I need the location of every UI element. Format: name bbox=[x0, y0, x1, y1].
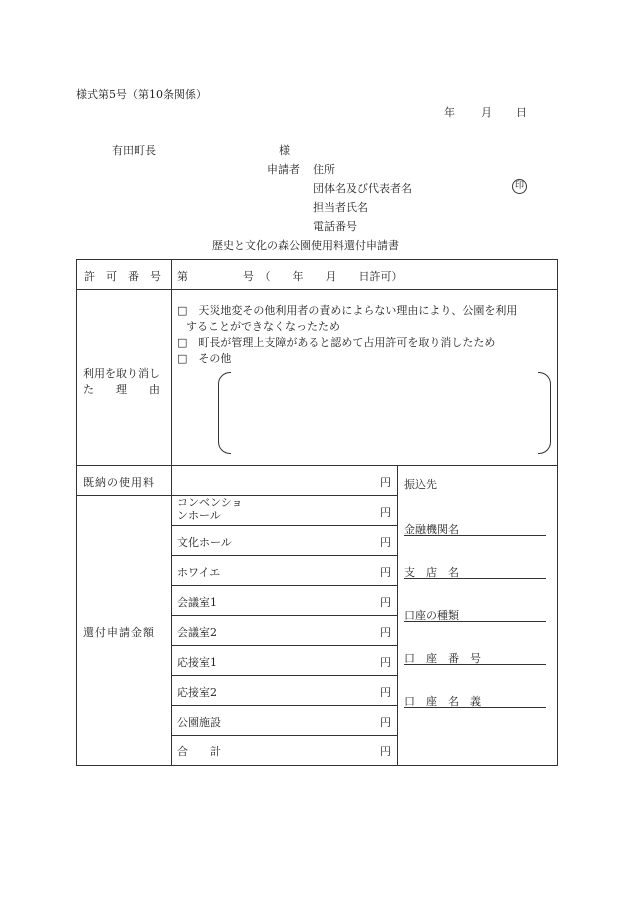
refund-item-yen: 円 bbox=[380, 506, 391, 519]
reason-option-3[interactable]: □ その他 bbox=[177, 352, 232, 365]
refund-item-label: 会議室1 bbox=[177, 596, 217, 609]
addressee-honorific: 様 bbox=[279, 144, 290, 157]
refund-item-yen: 円 bbox=[380, 626, 391, 639]
refund-item-label: 応接室2 bbox=[177, 686, 217, 699]
applicant-org: 団体名及び代表者名 bbox=[313, 182, 412, 195]
reason-label-2: た 理 由 bbox=[83, 383, 160, 396]
refund-item-label: 文化ホール bbox=[177, 536, 232, 549]
refund-total-label: 合 計 bbox=[177, 745, 221, 758]
form-number: 様式第5号（第10条関係） bbox=[76, 88, 207, 101]
branch-name-field: 支 店 名 bbox=[404, 566, 459, 579]
bank-name-field: 金融機関名 bbox=[404, 523, 459, 536]
date-month: 月 bbox=[481, 106, 492, 119]
reason-option-1-cont: することができなくなったため bbox=[186, 320, 340, 333]
refund-item-label: コンベンショ ンホール bbox=[177, 496, 243, 522]
reason-option-1[interactable]: □ 天災地変その他利用者の責めによらない理由により、公園を利用 bbox=[177, 304, 518, 317]
applicant-address: 住所 bbox=[313, 163, 335, 176]
paid-label: 既納の使用料 bbox=[83, 476, 155, 489]
refund-item-yen: 円 bbox=[380, 716, 391, 729]
addressee-name: 有田町長 bbox=[112, 144, 156, 157]
refund-item-label: ホワイエ bbox=[177, 566, 221, 579]
paid-yen: 円 bbox=[380, 476, 391, 489]
refund-label: 還付申請金額 bbox=[83, 626, 155, 639]
permit-label: 許 可 番 号 bbox=[84, 270, 161, 283]
account-holder-field: 口 座 名 義 bbox=[404, 695, 481, 708]
refund-item-label: 応接室1 bbox=[177, 656, 217, 669]
refund-item-yen: 円 bbox=[380, 686, 391, 699]
reason-label-1: 利用を取り消し bbox=[83, 367, 160, 380]
refund-item-yen: 円 bbox=[380, 656, 391, 669]
account-number-line[interactable] bbox=[404, 664, 546, 665]
account-holder-line[interactable] bbox=[404, 707, 546, 708]
refund-item-label: 会議室2 bbox=[177, 626, 217, 639]
branch-name-line[interactable] bbox=[404, 578, 546, 579]
account-number-field: 口 座 番 号 bbox=[404, 652, 481, 665]
refund-item-yen: 円 bbox=[380, 566, 391, 579]
bank-name-line[interactable] bbox=[404, 535, 546, 536]
account-type-field: 口座の種類 bbox=[404, 609, 459, 622]
applicant-label: 申請者 bbox=[267, 163, 300, 176]
other-bracket-left bbox=[218, 372, 231, 454]
refund-item-yen: 円 bbox=[380, 536, 391, 549]
page-title: 歴史と文化の森公園使用料還付申請書 bbox=[212, 239, 399, 252]
refund-total-yen: 円 bbox=[380, 745, 391, 758]
account-type-line[interactable] bbox=[404, 621, 546, 622]
reason-option-2[interactable]: □ 町長が管理上支障があると認めて占用許可を取り消したため bbox=[177, 336, 496, 349]
form-table bbox=[76, 259, 558, 766]
date-year: 年 bbox=[444, 106, 455, 119]
date-day: 日 bbox=[516, 106, 527, 119]
refund-item-label: 公園施設 bbox=[177, 716, 221, 729]
applicant-phone: 電話番号 bbox=[313, 220, 357, 233]
seal-mark: 印 bbox=[512, 179, 527, 194]
refund-item-yen: 円 bbox=[380, 596, 391, 609]
transfer-label: 振込先 bbox=[404, 478, 437, 491]
permit-value: 第 号 （ 年 月 日許可） bbox=[177, 270, 403, 283]
applicant-person: 担当者氏名 bbox=[313, 201, 368, 214]
other-bracket-right bbox=[538, 372, 551, 454]
